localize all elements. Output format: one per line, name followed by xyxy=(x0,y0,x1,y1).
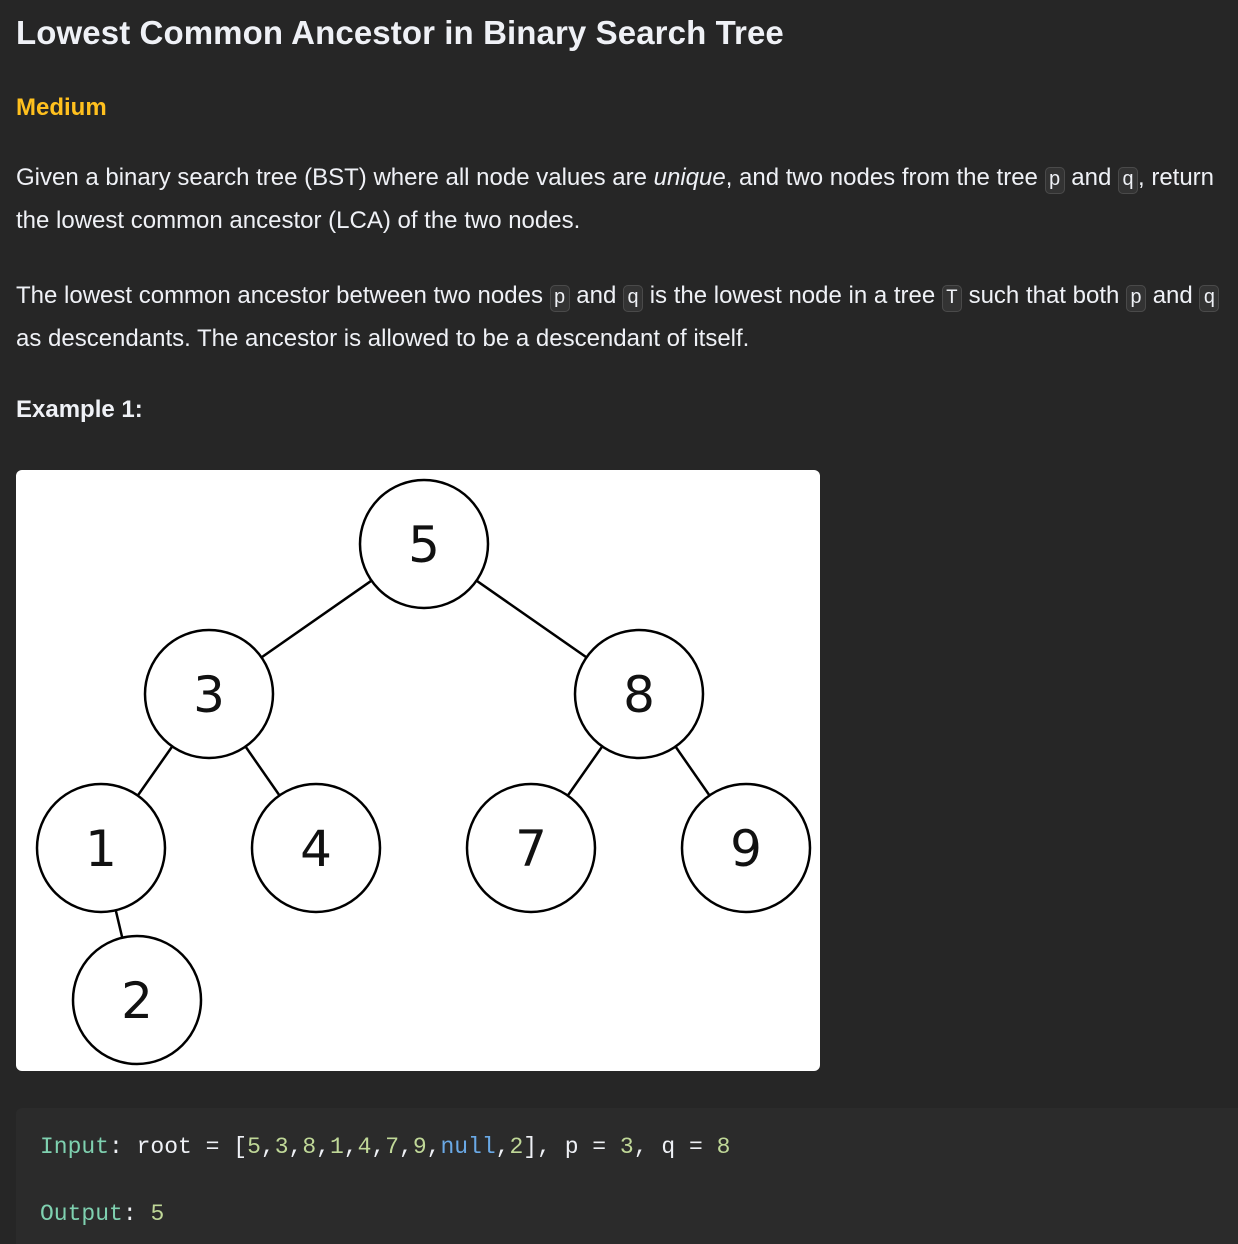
input-sep: : xyxy=(109,1134,137,1160)
array-comma: , xyxy=(399,1134,413,1160)
desc-text: Given a binary search tree (BST) where all node values are xyxy=(16,164,654,191)
def-text: and xyxy=(1146,282,1200,309)
output-label: Output xyxy=(40,1201,123,1227)
input-line xyxy=(40,1134,730,1160)
def-text: such that both xyxy=(961,282,1127,309)
node-label: 9 xyxy=(730,820,762,878)
array-comma: , xyxy=(426,1134,441,1160)
inline-code-q: q xyxy=(1199,285,1219,312)
output-sep: : xyxy=(122,1201,151,1227)
p-label: , p = xyxy=(537,1134,620,1160)
desc-text: , and two nodes from the tree xyxy=(725,164,1045,191)
example-heading: Example 1: xyxy=(16,396,143,423)
node-label: 1 xyxy=(85,820,117,878)
def-text: The lowest common ancestor between two nodes xyxy=(16,282,550,309)
array-close: ] xyxy=(523,1134,538,1160)
array-comma: , xyxy=(495,1134,510,1160)
desc-text: and xyxy=(1064,164,1118,191)
def-text: as descendants. The ancestor is allowed to be a descendant of itself. xyxy=(16,325,750,352)
node-label: 3 xyxy=(193,666,225,724)
array-value: 2 xyxy=(509,1134,524,1160)
array-value: 1 xyxy=(329,1134,344,1160)
inline-code-t: T xyxy=(942,285,962,312)
array-comma: , xyxy=(260,1134,275,1160)
array-value: 4 xyxy=(357,1134,372,1160)
input-label: Input xyxy=(40,1134,110,1160)
def-text: is the lowest node in a tree xyxy=(643,282,942,309)
output-value: 5 xyxy=(150,1201,165,1227)
output-line xyxy=(40,1201,164,1227)
array-comma: , xyxy=(371,1134,386,1160)
q-value: 8 xyxy=(716,1134,731,1160)
array-value: 8 xyxy=(302,1134,317,1160)
node-label: 8 xyxy=(623,666,655,724)
array-open: [ xyxy=(233,1134,248,1160)
array-null: null xyxy=(440,1134,496,1160)
node-label: 4 xyxy=(300,820,332,878)
inline-code-p: p xyxy=(1126,285,1146,312)
example-code-block xyxy=(16,1108,1238,1244)
tree-edges xyxy=(101,544,746,1000)
node-label: 2 xyxy=(121,972,153,1030)
array-comma: , xyxy=(316,1134,330,1160)
inline-code-q: q xyxy=(1118,167,1138,194)
array-comma: , xyxy=(288,1134,303,1160)
inline-code-p: p xyxy=(550,285,570,312)
node-label: 5 xyxy=(408,516,440,574)
node-label: 7 xyxy=(515,820,547,878)
q-label: , q = xyxy=(633,1134,717,1160)
def-text: and xyxy=(569,282,624,309)
array-value: 9 xyxy=(412,1134,427,1160)
difficulty-badge: Medium xyxy=(16,94,107,121)
inline-code-q: q xyxy=(623,285,643,312)
desc-emphasis: unique xyxy=(653,164,726,191)
lca-definition xyxy=(16,276,1238,359)
problem-description xyxy=(16,158,1238,241)
array-value: 5 xyxy=(247,1134,261,1160)
inline-code-p: p xyxy=(1045,167,1065,194)
problem-title: Lowest Common Ancestor in Binary Search Tree xyxy=(16,14,784,51)
array-value: 3 xyxy=(274,1134,289,1160)
array-value: 7 xyxy=(385,1134,399,1160)
desc-text: , return the lowest common ancestor (LCA) of the two nodes. xyxy=(16,164,1215,234)
p-value: 3 xyxy=(619,1134,634,1160)
bst-svg xyxy=(16,470,820,1071)
input-root-label: root = xyxy=(136,1134,234,1160)
array-comma: , xyxy=(343,1134,358,1160)
bst-diagram xyxy=(16,470,820,1071)
